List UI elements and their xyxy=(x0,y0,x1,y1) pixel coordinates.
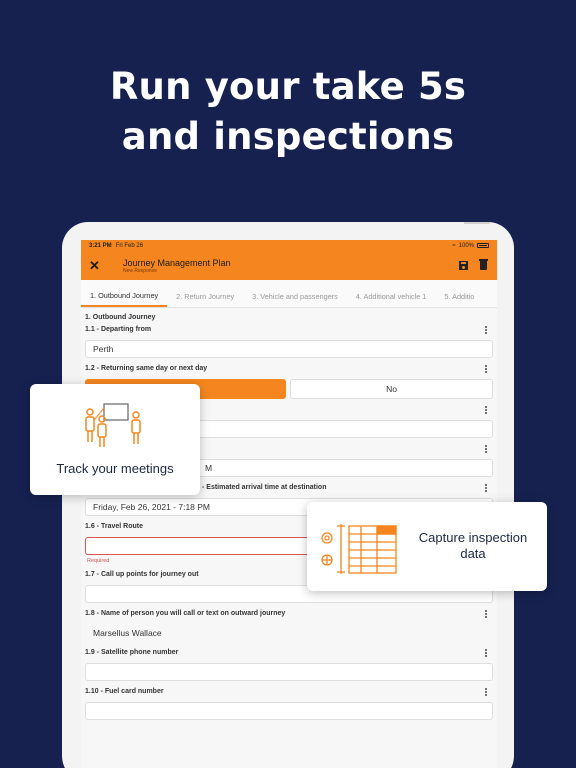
departing-from-input[interactable]: Perth xyxy=(85,340,493,358)
contact-person-input[interactable]: Marsellus Wallace xyxy=(93,628,162,638)
more-icon[interactable] xyxy=(485,326,487,334)
more-icon[interactable] xyxy=(485,445,487,453)
headline xyxy=(0,62,576,162)
field-label: 1.10 - Fuel card number xyxy=(85,688,164,695)
tablet-camera xyxy=(464,222,490,224)
tab-additional-vehicle[interactable]: 4. Additional vehicle 1 xyxy=(355,292,427,301)
more-icon[interactable] xyxy=(485,688,487,696)
tab-additional[interactable]: 5. Additio xyxy=(444,292,475,301)
more-icon[interactable] xyxy=(485,484,487,492)
status-bar xyxy=(81,240,497,251)
tab-outbound-journey[interactable]: 1. Outbound Journey xyxy=(81,291,167,307)
more-icon[interactable] xyxy=(485,406,487,414)
wifi-icon: ≈ xyxy=(452,242,456,249)
inspection-card-label: Capture inspection data xyxy=(418,530,528,561)
trash-icon[interactable] xyxy=(480,261,487,270)
status-time: 3:21 PM xyxy=(89,242,112,249)
battery-icon xyxy=(477,243,489,248)
page-title: Journey Management Plan xyxy=(123,257,231,268)
inspection-card xyxy=(307,502,547,591)
headline-line-2: and inspections xyxy=(121,115,455,158)
option-no-button[interactable]: No xyxy=(290,379,493,399)
more-icon[interactable] xyxy=(485,649,487,657)
fuel-card-input[interactable] xyxy=(85,702,493,720)
field-1-4-value: M xyxy=(205,463,213,473)
satellite-phone-input[interactable] xyxy=(85,663,493,681)
page-subtitle: New Response xyxy=(123,267,157,274)
field-label: 1.1 - Departing from xyxy=(85,326,152,333)
meetings-card-label: Track your meetings xyxy=(56,461,174,476)
tab-vehicle-passengers[interactable]: 3. Vehicle and passengers xyxy=(252,292,338,301)
required-text: Required xyxy=(87,558,110,564)
field-label: 1.7 - Call up points for journey out xyxy=(85,571,199,578)
field-label: - Estimated arrival time at destination xyxy=(202,484,327,491)
field-label: 1.2 - Returning same day or next day xyxy=(85,365,208,372)
headline-line-1: Run your take 5s xyxy=(109,65,467,108)
field-contact-person xyxy=(85,609,493,642)
more-icon[interactable] xyxy=(485,365,487,373)
section-tabs xyxy=(81,280,497,308)
field-label: 1.6 - Travel Route xyxy=(85,523,143,530)
tab-return-journey[interactable]: 2. Return Journey xyxy=(176,292,235,301)
field-satellite-phone xyxy=(85,648,493,681)
arrival-time-input[interactable]: Friday, Feb 26, 2021 - 7:18 PM xyxy=(85,498,493,516)
inspection-table-icon xyxy=(319,522,399,578)
app-bar xyxy=(81,251,497,280)
field-departing-from xyxy=(85,325,493,358)
save-icon[interactable] xyxy=(459,261,468,270)
battery-percent: 100% xyxy=(458,242,474,249)
field-fuel-card xyxy=(85,687,493,720)
section-title: 1. Outbound Journey xyxy=(85,314,156,321)
close-icon[interactable]: ✕ xyxy=(89,257,100,273)
field-label: 1.9 - Satellite phone number xyxy=(85,649,179,656)
more-icon[interactable] xyxy=(485,610,487,618)
field-label: 1.8 - Name of person you will call or text on outward journey xyxy=(85,610,286,617)
status-date: Fri Feb 26 xyxy=(115,242,144,249)
meeting-people-icon xyxy=(82,400,146,450)
meetings-card xyxy=(30,384,200,495)
